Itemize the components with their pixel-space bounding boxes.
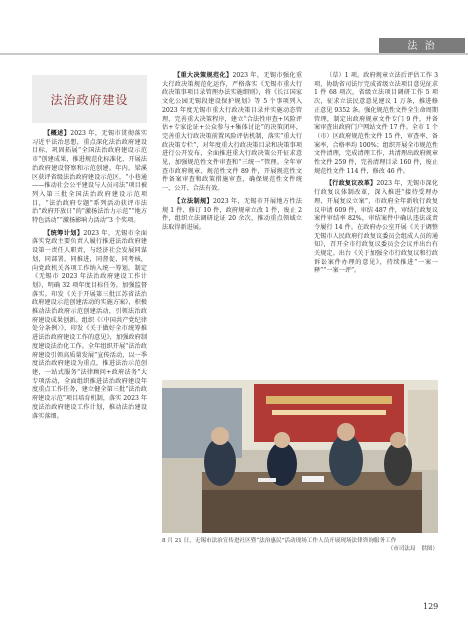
paragraph-legislation [162,198,302,233]
decision-text: 2023 年，无锡市强化重大行政决策规范化运作，严格落实《无锡市重大行政决策事项目录管理办法实施细则》，将《长江国家文化公园无锡段建设保护规划》等 5 个事项列入 2023 年度无锡市重大行政决策目录并实施动态管理，完善重大决策程序，建立“合法性审查+风险评估+专家论证+公众参与+集体讨论”的决策闭环，完善重大行政决策前置风险评估机制，落实“重大行政决策专栏”，对年度重大行政决策目录和决策事项进行公开发布，全面推进重大行政决策公开征求意见，加强规范性文件审查和“三统一”管理。全年审查市政府规章、规范性文件 89 件，开展规范性文件备案审查和政策措施审查，确保规范性文件统一、公开、合法有效。 [162,72,302,193]
review-reform-text: 2023 年，无锡市深化行政复议体制改革，深入推进“接待受理办理、开展复议立案”，市政府全年新收行政复议申请 609 件，审结 487 件，审结行政复议案件审结率 82%，审结案件中确认违法或责令履行 14 件。在政府办公室开展《关于调整无锡市人民政府行政复议委员会组成人员的通知》，召开全市行政复议委员会会议并出台有关规定。出台《关于加强全市行政复议和行政诉讼案件办理的意见》，持续推进“一案一释”“一案一评”。 [314,180,438,275]
legislation-text: 2023 年，无锡市开展地方性法规 1 件、修订 10 件，政府规章立改 1 件，废止 2 件，组织立法调研论证 20 余次，推动重点领域立法取得新进展。 [162,197,302,231]
paragraph-decision [162,72,302,194]
continuation-text: （草）1 项。政府规章立法后评估工作 3 项，协助省司法厅完成省级立法项目意见征求 1 件 68 项次，省级立法项目调研工作 5 项次，征求立法民意意见建议 1 万条，推进修正意见 9352 条。强化规范性文件全生命周期管理，制定出政府规章文件专门 9 件，并备案审查出政府门户网站文件 17 件。全市 1 个（市）区政府规范性文件 15 件，审查率、备案率，合格率均 100%；组织开展全市规范性文件清理，完成清理工作，共清理出政府规章性文件 259 件，完善清理目录 160 件，废止规范性文件 114 件，修改 46 件。 [314,72,438,175]
caption-credit: （市司法局 供图） [387,545,438,552]
paragraph-review-reform [314,180,438,276]
article-title-box [32,75,147,123]
overview-keyword: 【概述】 [44,130,71,137]
paragraph-continuation [314,72,438,176]
paragraph-planning [32,230,147,421]
section-label: 法 治 [407,41,437,52]
legislation-keyword: 【立法制规】 [174,197,213,205]
planning-text: 2023 年，无锡市全面落实党政主要负责人履行推进法治政府建设第一责任人职责，与经济社会发展同谋划，同部署，同推进，同督促，同考核，向党政机关各项工作纳入统一筹划。制定《无锡市 2023 年法治政府建设工作计划》，明确 32 项年度目标任务，加强监督落实。印发《关于开展第三批江苏省法治政府建设示范创建活动的实施方案》，积极推动法治政府示范创建活动，引领法治政府建设成果创新。组织《〈中国共产党纪律处分条例〉》，印发《关于做好全市统筹推进法治政府建设工作的意见》，加强政府制度建设法治化工作。全年组织开展“法治政府建设引领高质量发展”宣传活动，以一季度法治政府建设为重点，推进法治示范创建，一站式服务“法律顾问+政府法务”大专项活动，全面组织推进法治政府建设年度重点工作任务，建立健全第三批“法治政府建设示范”项目培育机制，落实 2023 年度法治政府建设工作计划，推动法治建设落实落细。 [32,229,147,420]
page-number: 129 [423,602,439,611]
photo-caption [162,538,438,553]
overview-text: 2023 年，无锡市贯彻落实习近平法治思想，重点深化法治政府建设目标，巩固拓展“全国法治政府建设示范市”创建成果，推进规范化标准化，开展法治政府建设督察和示范创建。年内，梁溪区获评省级法治政府建设示范区，“小巷通——推动社会公平建设与人员司法”项目被列入第三批全国法治政府建设示范项目，“法治政府专题”系列活动获评市法治“政府开放日”的“激扬法治力示范”“地方特色活动”“激扬影响力活动”3 个奖项。 [32,130,147,225]
planning-keyword: 【统筹计划】 [44,229,84,237]
photo-illustration [162,380,438,533]
column-right [314,72,438,280]
column-left [32,130,147,425]
column-middle [162,72,302,237]
caption-text: 8 月 21 日，无锡市法治宣传进社区暨“法治惠民”活动现场工作人员开展现场法律咨询服务工作 [162,538,397,544]
decision-keyword: 【重大决策规范化】 [174,72,233,79]
header-rule [0,53,468,55]
event-photo [162,380,438,533]
review-reform-keyword: 【行政复议改革】 [326,180,377,188]
paragraph-overview [32,130,147,226]
article-title: 法治政府建设 [50,93,129,107]
